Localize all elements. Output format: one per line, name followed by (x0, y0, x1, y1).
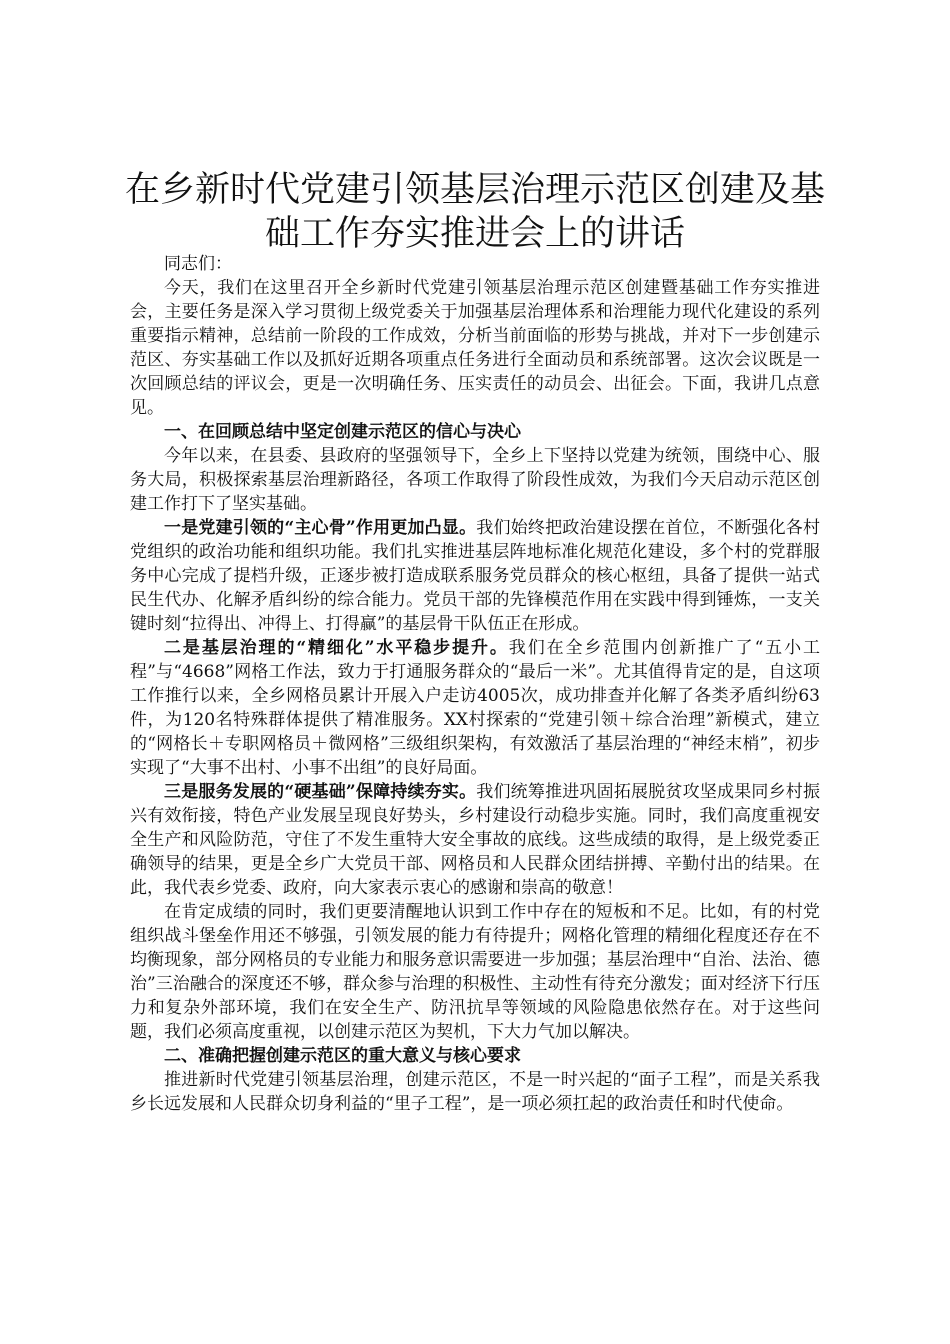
section-2-heading: 二、准确把握创建示范区的重大意义与核心要求 (164, 1046, 521, 1066)
point-3-lead: 三是服务发展的“硬基础”保障持续夯实。 (164, 782, 477, 802)
document-title: 在乡新时代党建引领基层治理示范区创建及基础工作夯实推进会上的讲话 (124, 170, 825, 254)
shortcomings-paragraph: 在肯定成绩的同时，我们更要清醒地认识到工作中存在的短板和不足。比如，有的村党组织战斗堡垒作用还不够强，引领发展的能力有待提升；网格化管理的精细化程度还存在不均衡现象，部分网格员的专业能力和服务意识需要进一步加强；基层治理中“自治、法治、德治”三治融合的深度还不够，群众参与治理的积极性、主动性有待充分激发；面对经济下行压力和复杂外部环境，我们在安全生产、防汛抗旱等领域的风险隐患依然存在。对于这些问题，我们必须高度重视，以创建示范区为契机，下大力气加以解决。 (130, 902, 820, 1042)
salutation: 同志们： (164, 254, 232, 274)
intro-paragraph: 今天，我们在这里召开全乡新时代党建引领基层治理示范区创建暨基础工作夯实推进会，主要任务是深入学习贯彻上级党委关于加强基层治理体系和治理能力现代化建设的系列重要指示精神，总结前一阶段的工作成效，分析当前面临的形势与挑战，并对下一步创建示范区、夯实基础工作以及抓好近期各项重点任务进行全面动员和系统部署。这次会议既是一次回顾总结的评议会，更是一次明确任务、压实责任的动员会、出征会。下面，我讲几点意见。 (130, 278, 820, 418)
section-1-heading: 一、在回顾总结中坚定创建示范区的信心与决心 (164, 422, 521, 442)
point-2-lead: 二是基层治理的“精细化”水平稳步提升。 (164, 638, 509, 658)
point-1-text: 我们始终把政治建设摆在首位，不断强化各村党组织的政治功能和组织功能。我们扎实推进基层阵地标准化规范化建设，多个村的党群服务中心完成了提档升级，正逐步被打造成联系服务党员群众的核心枢纽，具备了提供一站式民生代办、化解矛盾纠纷的综合能力。党员干部的先锋模范作用在实践中得到锤炼，一支关键时刻“拉得出、冲得上、打得赢”的基层骨干队伍正在形成。 (130, 518, 820, 634)
point-2-paragraph (130, 636, 820, 780)
document-body (130, 252, 820, 1116)
point-2-text: 我们在全乡范围内创新推广了“五小工程”与“4668”网格工作法，致力于打通服务群众的“最后一米”。尤其值得肯定的是，自这项工作推行以来，全乡网格员累计开展入户走访4005次，成功排查并化解了各类矛盾纠纷63件，为120名特殊群体提供了精准服务。XX村探索的“党建引领＋综合治理”新模式，建立的“网格长＋专职网格员＋微网格”三级组织架构，有效激活了基层治理的“神经末梢”，初步实现了“大事不出村、小事不出组”的良好局面。 (130, 638, 820, 778)
section-1-intro-paragraph: 今年以来，在县委、县政府的坚强领导下，全乡上下坚持以党建为统领，围绕中心、服务大局，积极探索基层治理新路径，各项工作取得了阶段性成效，为我们今天启动示范区创建工作打下了坚实基础。 (130, 446, 820, 514)
point-1-paragraph (130, 516, 820, 636)
point-3-text: 我们统筹推进巩固拓展脱贫攻坚成果同乡村振兴有效衔接，特色产业发展呈现良好势头，乡村建设行动稳步实施。同时，我们高度重视安全生产和风险防范，守住了不发生重特大安全事故的底线。这些成绩的取得，是上级党委正确领导的结果，更是全乡广大党员干部、网格员和人民群众团结拼搏、辛勤付出的结果。在此，我代表乡党委、政府，向大家表示衷心的感谢和崇高的敬意！ (130, 782, 820, 898)
section-2-intro-paragraph: 推进新时代党建引领基层治理，创建示范区，不是一时兴起的“面子工程”，而是关系我乡长远发展和人民群众切身利益的“里子工程”，是一项必须扛起的政治责任和时代使命。 (130, 1070, 820, 1114)
point-3-paragraph (130, 780, 820, 900)
point-1-lead: 一是党建引领的“主心骨”作用更加凸显。 (164, 518, 477, 538)
